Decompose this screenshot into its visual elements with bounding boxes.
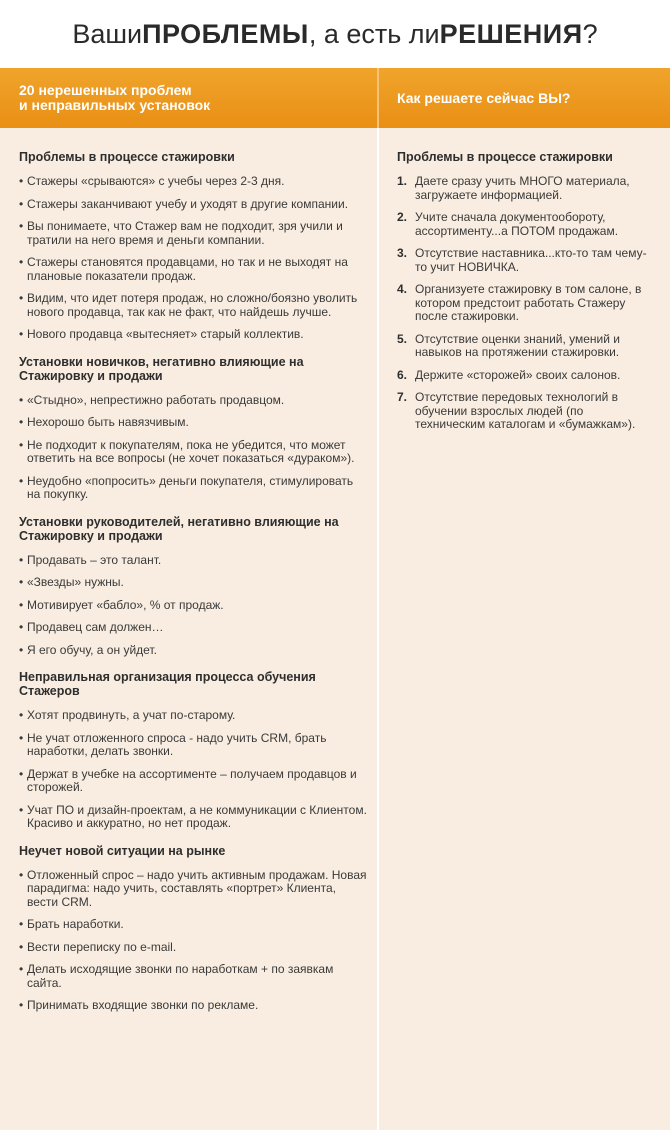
item-text: Держите «сторожей» своих салонов. [415, 367, 621, 382]
item-text: Организуете стажировку в том салоне, в котором предстоит работать Стажеру после стажировки. [415, 282, 642, 323]
list-item: • Нового продавца «вытесняет» старый коллектив. [19, 328, 369, 342]
solutions-list [397, 175, 655, 432]
header-problems: 20 нерешенных проблем и неправильных установок [19, 82, 211, 113]
problem-list [19, 709, 369, 831]
title-solutions: РЕШЕНИЯ [439, 18, 583, 49]
list-item: • Стажеры заканчивают учебу и уходят в другие компании. [19, 198, 369, 212]
item-text: Даете сразу учить МНОГО материала, загружаете информацией. [415, 174, 630, 202]
item-text: Отсутствие наставника...кто-то там чему-то учит НОВИЧКА. [415, 246, 647, 274]
table-header [0, 68, 670, 128]
item-text: Учите сначала документообороту, ассортименту...а ПОТОМ продажам. [415, 210, 619, 238]
item-text: Отсутствие передовых технологий в обучении взрослых людей (по техническим каталогам и «бумажкам»). [415, 390, 636, 431]
list-item: • Вести переписку по e-mail. [19, 941, 369, 955]
page-title [0, 0, 670, 68]
list-item: • Я его обучу, а он уйдет. [19, 644, 369, 658]
header-solutions: Как решаете сейчас ВЫ? [397, 89, 571, 106]
problem-section [19, 670, 369, 831]
list-item: • Учат ПО и дизайн-проектам, а не коммуникации с Клиентом. Красиво и аккуратно, но нет продаж. [19, 804, 369, 831]
list-item: • Отложенный спрос – надо учить активным продажам. Новая парадигма: надо учить, составлять «портрет» Клиента, вести CRM. [19, 869, 369, 910]
list-item: • Хотят продвинуть, а учат по-старому. [19, 709, 369, 723]
section-title: Проблемы в процессе стажировки [19, 150, 235, 164]
list-item: • Продавать – это талант. [19, 554, 369, 568]
list-item: • Нехорошо быть навязчивым. [19, 416, 369, 430]
problem-list [19, 869, 369, 1013]
problem-section [19, 844, 369, 1013]
item-text: Отсутствие оценки знаний, умений и навыков на протяжении стажировки. [415, 331, 621, 359]
list-item: • Брать наработки. [19, 918, 369, 932]
solutions-section-title: Проблемы в процессе стажировки [397, 150, 613, 164]
solution-item [397, 391, 655, 432]
title-problems: ПРОБЛЕМЫ [142, 18, 309, 49]
list-item: • Вы понимаете, что Стажер вам не подходит, зря учили и тратили на него время и деньги компании. [19, 220, 369, 247]
solutions-column [397, 150, 655, 441]
list-item: • Продавец сам должен… [19, 621, 369, 635]
item-number: 5. [397, 331, 408, 346]
solution-item [397, 175, 655, 202]
title-part-1: Ваши [72, 18, 143, 49]
solution-item [397, 369, 655, 383]
title-part-2: , а есть ли [308, 18, 440, 49]
item-number: 1. [397, 174, 408, 188]
problem-list [19, 175, 369, 342]
list-item: • Мотивирует «бабло», % от продаж. [19, 599, 369, 613]
problem-section [19, 355, 369, 502]
list-item: • Делать исходящие звонки по наработкам + по заявкам сайта. [19, 963, 369, 990]
problem-section [19, 515, 369, 658]
list-item: • «Звезды» нужны. [19, 576, 369, 590]
list-item: • Неудобно «попросить» деньги покупателя, стимулировать на покупку. [19, 475, 369, 502]
solution-item [397, 283, 655, 324]
section-title: Неучет новой ситуации на рынке [19, 843, 226, 858]
solution-item [397, 211, 655, 238]
item-number: 2. [397, 210, 408, 224]
list-item: • Стажеры «срываются» с учебы через 2-3 дня. [19, 175, 369, 189]
header-divider [377, 68, 379, 128]
list-item: • Видим, что идет потеря продаж, но сложно/боязно уволить нового продавца, так как не факт, что найдешь лучше. [19, 292, 369, 319]
section-title: Установки руководителей, негативно влияющие на Стажировку и продажи [19, 514, 339, 543]
item-number: 4. [397, 282, 408, 296]
section-title: Установки новичков, негативно влияющие на Стажировку и продажи [19, 354, 304, 383]
problem-list [19, 554, 369, 658]
problem-section [19, 150, 369, 342]
list-item: • Стажеры становятся продавцами, но так и не выходят на плановые показатели продаж. [19, 256, 369, 283]
solution-item [397, 247, 655, 274]
list-item: • Принимать входящие звонки по рекламе. [19, 999, 369, 1013]
problems-column [19, 150, 369, 1026]
item-number: 6. [397, 367, 408, 382]
item-number: 7. [397, 390, 408, 404]
problem-list [19, 394, 369, 502]
list-item: • Держат в учебке на ассортименте – получаем продавцов и сторожей. [19, 768, 369, 795]
list-item: • «Стыдно», непрестижно работать продавцом. [19, 394, 369, 408]
item-number: 3. [397, 246, 408, 260]
section-title: Неправильная организация процесса обучения Стажеров [19, 670, 316, 698]
list-item: • Не учат отложенного спроса - надо учить CRM, брать наработки, делать звонки. [19, 732, 369, 759]
solution-item [397, 333, 655, 360]
title-part-3: ? [582, 18, 598, 49]
list-item: • Не подходит к покупателям, пока не убедится, что может ответить на все вопросы (не хочет показаться «дураком»). [19, 439, 369, 466]
